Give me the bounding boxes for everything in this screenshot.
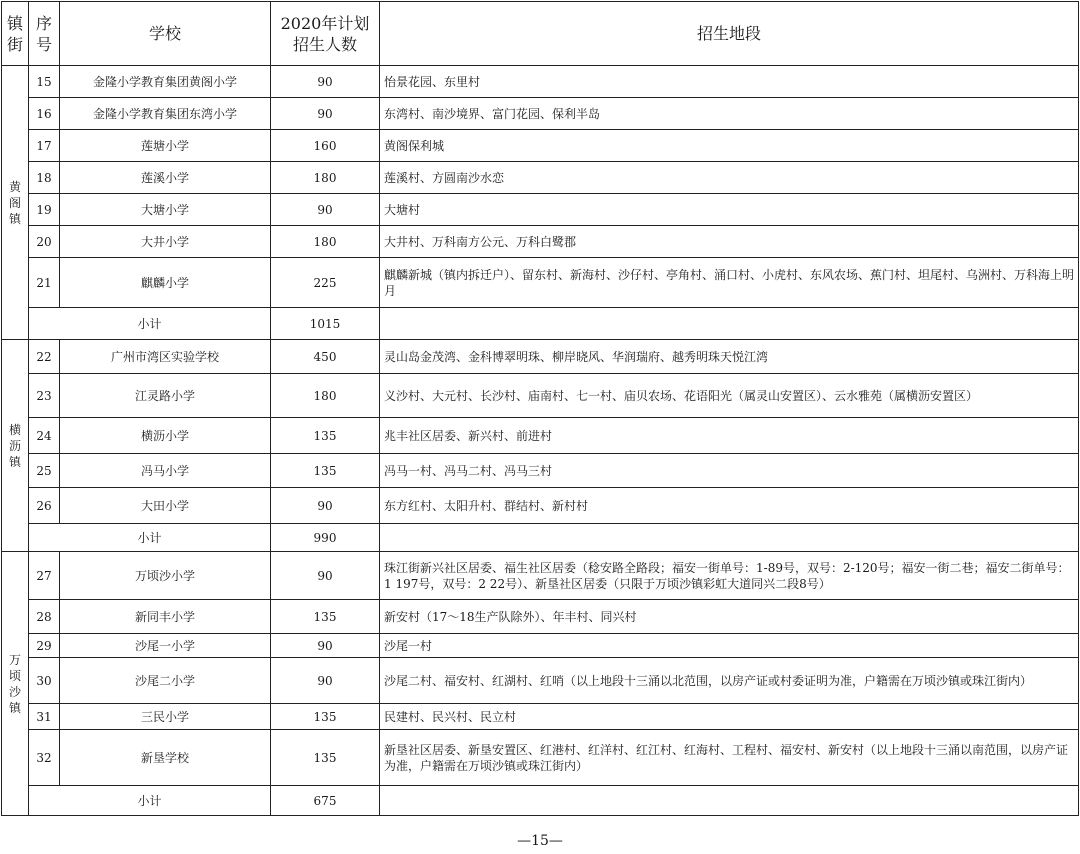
empty-cell bbox=[380, 308, 1079, 340]
table-row bbox=[2, 704, 1079, 730]
town-cell: 万 顷 沙 镇 bbox=[2, 552, 29, 816]
town-cell: 横 沥 镇 bbox=[2, 340, 29, 552]
empty-cell bbox=[380, 524, 1079, 552]
admission-area: 义沙村、大元村、长沙村、庙南村、七一村、庙贝农场、花语阳光（属灵山安置区）、云水雅苑（属横沥安置区） bbox=[380, 374, 1079, 418]
school-name: 沙尾二小学 bbox=[60, 658, 271, 704]
admission-area: 珠江街新兴社区居委、福生社区居委（稔安路全路段；福安一街单号：1-89号，双号：2-120号；福安一街二巷；福安二街单号：1 197号，双号：2 22号）、新垦社区居委（只限于万顷沙镇彩虹大道同兴二段8号） bbox=[380, 552, 1079, 600]
subtotal-value: 1015 bbox=[271, 308, 380, 340]
admission-area: 东湾村、南沙境界、富门花园、保利半岛 bbox=[380, 98, 1079, 130]
page-number: —15— bbox=[517, 833, 563, 849]
enrollment-count: 90 bbox=[271, 634, 380, 658]
enrollment-count: 180 bbox=[271, 374, 380, 418]
enrollment-count: 135 bbox=[271, 454, 380, 488]
header-serial-no: 序 号 bbox=[29, 2, 60, 66]
serial-no: 29 bbox=[29, 634, 60, 658]
school-name: 横沥小学 bbox=[60, 418, 271, 454]
header-row bbox=[2, 2, 1079, 66]
school-name: 江灵路小学 bbox=[60, 374, 271, 418]
serial-no: 31 bbox=[29, 704, 60, 730]
enrollment-count: 160 bbox=[271, 130, 380, 162]
enrollment-count: 90 bbox=[271, 488, 380, 524]
admission-area: 黄阁保利城 bbox=[380, 130, 1079, 162]
serial-no: 27 bbox=[29, 552, 60, 600]
table-row bbox=[2, 658, 1079, 704]
school-name: 莲溪小学 bbox=[60, 162, 271, 194]
table-row bbox=[2, 162, 1079, 194]
admission-area: 怡景花园、东里村 bbox=[380, 66, 1079, 98]
table-row bbox=[2, 600, 1079, 634]
admission-area: 麒麟新城（镇内拆迁户）、留东村、新海村、沙仔村、亭角村、涌口村、小虎村、东风农场、蕉门村、坦尾村、乌洲村、万科海上明月 bbox=[380, 258, 1079, 308]
school-name: 大井小学 bbox=[60, 226, 271, 258]
admission-area: 大井村、万科南方公元、万科白鹭郡 bbox=[380, 226, 1079, 258]
table-row bbox=[2, 130, 1079, 162]
table-row bbox=[2, 634, 1079, 658]
school-name: 金隆小学教育集团黄阁小学 bbox=[60, 66, 271, 98]
serial-no: 28 bbox=[29, 600, 60, 634]
admission-area: 沙尾二村、福安村、红湖村、红哨（以上地段十三涌以北范围，以房产证或村委证明为准，户籍需在万顷沙镇或珠江街内） bbox=[380, 658, 1079, 704]
subtotal-label: 小计 bbox=[29, 786, 271, 816]
subtotal-label: 小计 bbox=[29, 524, 271, 552]
school-name: 大塘小学 bbox=[60, 194, 271, 226]
admission-table bbox=[1, 1, 1079, 816]
enrollment-count: 90 bbox=[271, 194, 380, 226]
serial-no: 21 bbox=[29, 258, 60, 308]
serial-no: 22 bbox=[29, 340, 60, 374]
table-row bbox=[2, 418, 1079, 454]
admission-area: 灵山岛金茂湾、金科博翠明珠、柳岸晓风、华润瑞府、越秀明珠天悦江湾 bbox=[380, 340, 1079, 374]
subtotal-row bbox=[2, 524, 1079, 552]
empty-cell bbox=[380, 786, 1079, 816]
table-row bbox=[2, 226, 1079, 258]
admission-area: 莲溪村、方圆南沙水恋 bbox=[380, 162, 1079, 194]
subtotal-value: 675 bbox=[271, 786, 380, 816]
header-school: 学校 bbox=[60, 2, 271, 66]
school-name: 大田小学 bbox=[60, 488, 271, 524]
admission-area: 沙尾一村 bbox=[380, 634, 1079, 658]
admission-area: 东方红村、太阳升村、群结村、新村村 bbox=[380, 488, 1079, 524]
enrollment-count: 90 bbox=[271, 658, 380, 704]
enrollment-count: 180 bbox=[271, 162, 380, 194]
serial-no: 26 bbox=[29, 488, 60, 524]
subtotal-value: 990 bbox=[271, 524, 380, 552]
header-planned-enrollment: 2020年计划 招生人数 bbox=[271, 2, 380, 66]
school-name: 三民小学 bbox=[60, 704, 271, 730]
header-admission-area: 招生地段 bbox=[380, 2, 1079, 66]
table-row bbox=[2, 194, 1079, 226]
serial-no: 17 bbox=[29, 130, 60, 162]
admission-area: 新安村（17～18生产队除外）、年丰村、同兴村 bbox=[380, 600, 1079, 634]
town-cell: 黄 阁 镇 bbox=[2, 66, 29, 340]
school-name: 金隆小学教育集团东湾小学 bbox=[60, 98, 271, 130]
table-row bbox=[2, 374, 1079, 418]
header-town: 镇 街 bbox=[2, 2, 29, 66]
subtotal-row bbox=[2, 786, 1079, 816]
admission-area: 大塘村 bbox=[380, 194, 1079, 226]
table-row bbox=[2, 66, 1079, 98]
enrollment-count: 180 bbox=[271, 226, 380, 258]
serial-no: 24 bbox=[29, 418, 60, 454]
serial-no: 23 bbox=[29, 374, 60, 418]
table-row bbox=[2, 730, 1079, 786]
enrollment-count: 90 bbox=[271, 552, 380, 600]
subtotal-row bbox=[2, 308, 1079, 340]
serial-no: 19 bbox=[29, 194, 60, 226]
school-name: 莲塘小学 bbox=[60, 130, 271, 162]
table-row bbox=[2, 488, 1079, 524]
enrollment-count: 450 bbox=[271, 340, 380, 374]
serial-no: 30 bbox=[29, 658, 60, 704]
enrollment-count: 135 bbox=[271, 730, 380, 786]
serial-no: 20 bbox=[29, 226, 60, 258]
school-name: 新同丰小学 bbox=[60, 600, 271, 634]
serial-no: 15 bbox=[29, 66, 60, 98]
table-row bbox=[2, 98, 1079, 130]
enrollment-count: 90 bbox=[271, 98, 380, 130]
school-name: 冯马小学 bbox=[60, 454, 271, 488]
serial-no: 16 bbox=[29, 98, 60, 130]
enrollment-count: 90 bbox=[271, 66, 380, 98]
admission-area: 兆丰社区居委、新兴村、前进村 bbox=[380, 418, 1079, 454]
admission-area: 新垦社区居委、新垦安置区、红港村、红洋村、红江村、红海村、工程村、福安村、新安村（以上地段十三涌以南范围，以房产证为准，户籍需在万顷沙镇或珠江街内） bbox=[380, 730, 1079, 786]
school-name: 广州市湾区实验学校 bbox=[60, 340, 271, 374]
table-row bbox=[2, 258, 1079, 308]
school-name: 新垦学校 bbox=[60, 730, 271, 786]
serial-no: 25 bbox=[29, 454, 60, 488]
school-name: 麒麟小学 bbox=[60, 258, 271, 308]
table-row bbox=[2, 552, 1079, 600]
subtotal-label: 小计 bbox=[29, 308, 271, 340]
enrollment-count: 135 bbox=[271, 418, 380, 454]
school-name: 沙尾一小学 bbox=[60, 634, 271, 658]
enrollment-count: 135 bbox=[271, 600, 380, 634]
admission-area: 冯马一村、冯马二村、冯马三村 bbox=[380, 454, 1079, 488]
table-row bbox=[2, 340, 1079, 374]
enrollment-count: 135 bbox=[271, 704, 380, 730]
enrollment-count: 225 bbox=[271, 258, 380, 308]
admission-area: 民建村、民兴村、民立村 bbox=[380, 704, 1079, 730]
serial-no: 18 bbox=[29, 162, 60, 194]
serial-no: 32 bbox=[29, 730, 60, 786]
table-row bbox=[2, 454, 1079, 488]
school-name: 万顷沙小学 bbox=[60, 552, 271, 600]
